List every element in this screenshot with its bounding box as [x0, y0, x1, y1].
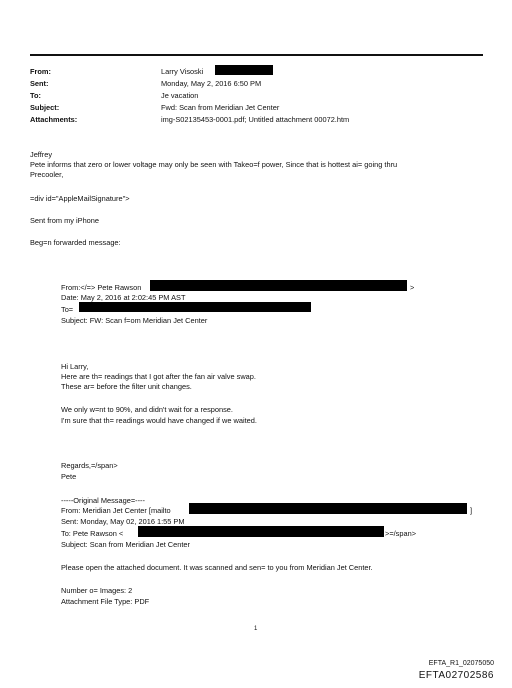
fwd-regards: Regards,=/span> [61, 461, 118, 470]
orig-please: Please open the attached document. It was scanned and sen= to you from Meridian Jet Center. [61, 563, 373, 572]
fwd-paragraph: I'm sure that th= readings would have changed if we waited. [61, 416, 257, 425]
redaction-box [138, 526, 384, 537]
orig-to-tail: >=/span> [385, 529, 417, 538]
sent-value: Monday, May 2, 2016 6:50 PM [161, 79, 262, 88]
to-value: Je vacation [161, 91, 199, 100]
fwd-subject: Subject: FW: Scan f=om Meridian Jet Center [61, 316, 208, 325]
orig-separator: -----Original Message=---- [61, 496, 145, 505]
orig-from: From: Meridian Jet Center [mailto [61, 506, 171, 515]
page-number: 1 [254, 626, 258, 632]
bates-big: EFTA02702586 [418, 670, 494, 681]
redaction-box [215, 65, 273, 75]
fwd-to: To= [61, 305, 74, 314]
header-rule [30, 54, 483, 56]
sent-label: Sent: [30, 79, 49, 88]
sent-from-line: Sent from my iPhone [30, 216, 100, 225]
fwd-paragraph: We only w=nt to 90%, and didn't wait for a response. [61, 405, 233, 414]
to-label: To: [30, 91, 41, 100]
orig-attachment-type: Attachment File Type: PDF [61, 597, 150, 606]
orig-from-tail: ] [470, 506, 473, 515]
signature-tag: =div id="AppleMailSignature"> [30, 194, 130, 203]
from-label: From: [30, 67, 51, 76]
from-value: Larry Visoski [161, 67, 204, 76]
greeting: Jeffrey [30, 150, 53, 159]
bates-small: EFTA_R1_02075050 [428, 660, 494, 667]
fwd-paragraph: These ar= before the filter unit changes. [61, 382, 192, 391]
fwd-hi: Hi Larry, [61, 362, 89, 371]
subject-label: Subject: [30, 103, 60, 112]
redaction-box [79, 302, 311, 312]
fwd-name: Pete [61, 472, 77, 481]
attachments-value: img-S02135453-0001.pdf; Untitled attachment 00072.htm [161, 115, 350, 124]
fwd-paragraph: Here are th= readings that I got after the fan air valve swap. [61, 372, 256, 381]
orig-number: Number o= Images: 2 [61, 586, 133, 595]
redaction-box [150, 280, 407, 291]
fwd-date: Date: May 2, 2016 at 2:02:45 PM AST [61, 293, 186, 302]
body-line: Pete informs that zero or lower voltage may only be seen with Takeo=f power, Since that is hottest ai= going thru [30, 160, 398, 169]
orig-subject: Subject: Scan from Meridian Jet Center [61, 540, 190, 549]
orig-to: To: Pete Rawson < [61, 529, 124, 538]
redaction-box [189, 503, 467, 514]
subject-value: Fwd: Scan from Meridian Jet Center [161, 103, 280, 112]
orig-sent: Sent: Monday, May 02, 2016 1:55 PM [61, 517, 185, 526]
fwd-from-tail: > [410, 283, 415, 292]
forwarded-line: Beg=n forwarded message: [30, 238, 121, 247]
body-line: Precooler, [30, 170, 64, 179]
fwd-from: From:</=> Pete Rawson [61, 283, 142, 292]
attachments-label: Attachments: [30, 115, 78, 124]
